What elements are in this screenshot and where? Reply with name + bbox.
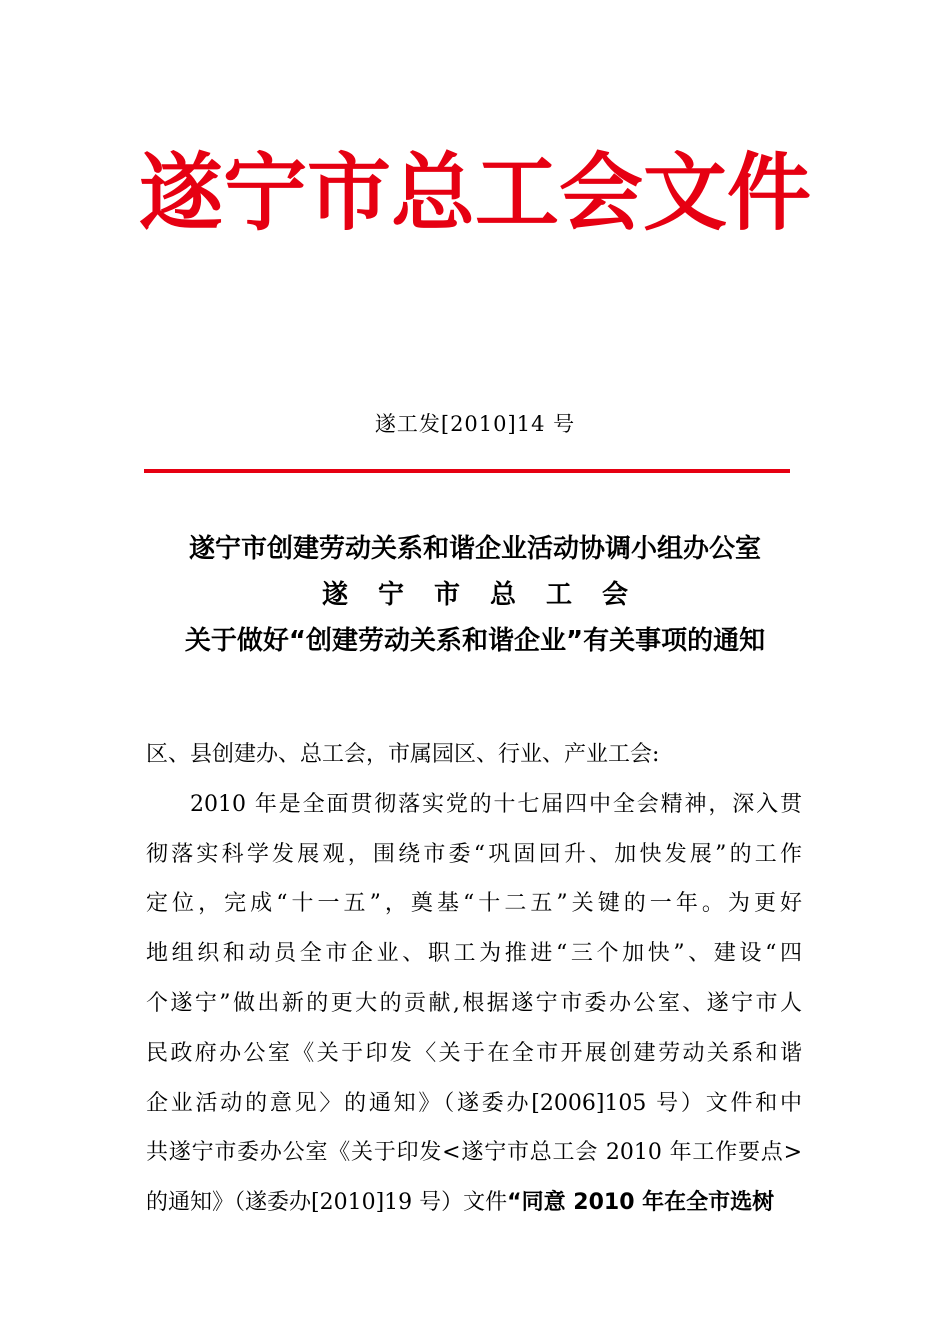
body-line: 定位，完成“十一五”，奠基“十二五”关键的一年。为更好 xyxy=(146,891,802,917)
document-number: 遂工发[2010]14 号 xyxy=(374,412,576,436)
body-line-text: 2010 年是全面贯彻落实党的十七届四中全会精神，深入贯 xyxy=(190,791,802,817)
body-line: 彻落实科学发展观，围绕市委“巩固回升、加快发展”的工作 xyxy=(146,841,802,867)
body-line: 企业活动的意见〉的通知》（遂委办[2006]105 号）文件和中 xyxy=(146,1090,802,1116)
salutation: 区、县创建办、总工会，市属园区、行业、产业工会: xyxy=(146,742,660,767)
body-line: 共遂宁市委办公室《关于印发<遂宁市总工会 2010 年工作要点> xyxy=(146,1140,802,1166)
notice-title-block xyxy=(0,526,950,664)
red-separator-rule xyxy=(144,469,790,473)
body-line xyxy=(146,780,802,830)
title-subject: 关于做好“创建劳动关系和谐企业”有关事项的通知 xyxy=(184,626,766,656)
body-line-bold-text: “同意 2010 年在全市选树 xyxy=(507,1190,775,1216)
masthead-title: 遂宁市总工会文件 xyxy=(138,144,811,242)
notice-body xyxy=(146,730,802,1228)
body-line: 个遂宁”做出新的更大的贡献,根据遂宁市委办公室、遂宁市人 xyxy=(146,990,802,1016)
body-line: 民政府办公室《关于印发〈关于在全市开展创建劳动关系和谐 xyxy=(146,1040,802,1066)
title-issuer-office: 遂宁市创建劳动关系和谐企业活动协调小组办公室 xyxy=(188,534,761,564)
title-issuer-union: 遂宁市总工会 xyxy=(321,580,658,610)
body-line-last xyxy=(146,1178,802,1228)
body-line-normal-text: 的通知》（遂委办[2010]19 号）文件 xyxy=(146,1190,508,1216)
body-line: 地组织和动员全市企业、职工为推进“三个加快”、建设“四 xyxy=(146,941,802,967)
